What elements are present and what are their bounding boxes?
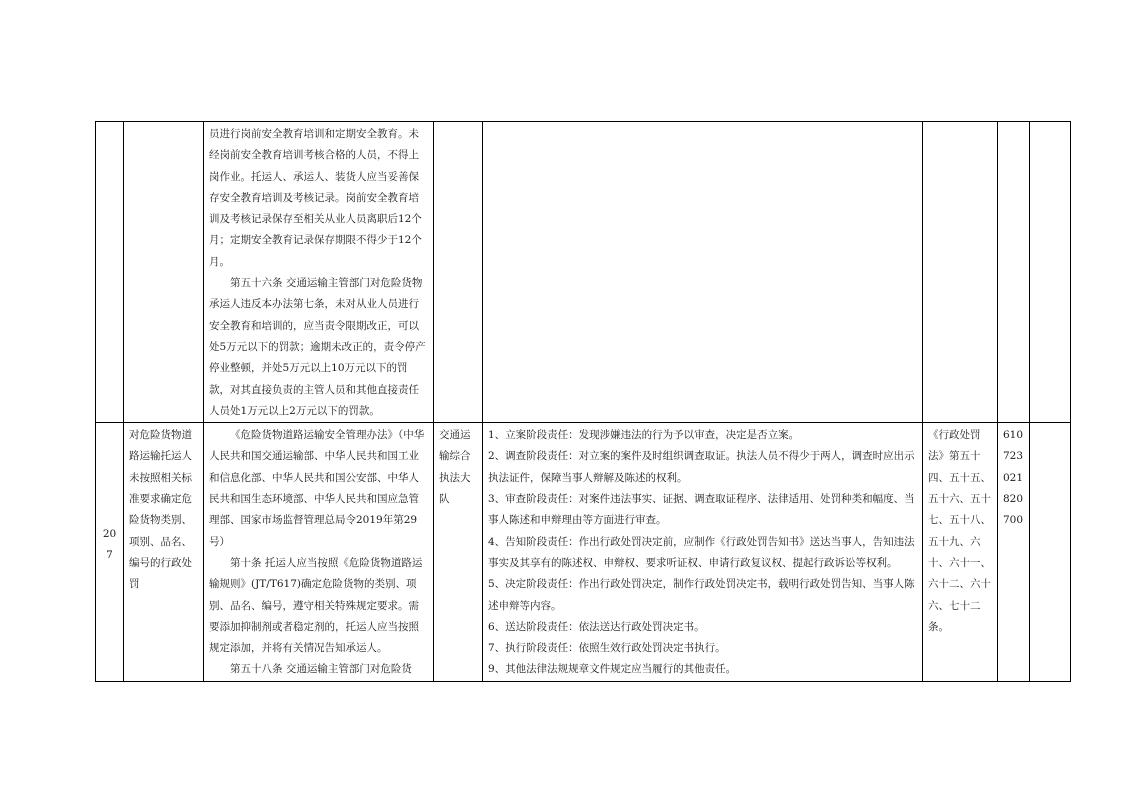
law-paragraph: 员进行岗前安全教育培训和定期安全教育。未经岗前安全教育培训考核合格的人员，不得上岗作业。托运人、承运人、装货人应当妥善保存安全教育培训及考核记录。岗前安全教育培训及考核记录保存至相关从业人员离职后12个月；定期安全教育记录保存期限不得少于12个月。 (209, 128, 422, 268)
department: 交通运输综合执法大队 (439, 429, 471, 506)
law-paragraph: 第五十八条 交通运输主管部门对危险货 (230, 663, 412, 676)
duties-cell (483, 423, 923, 682)
duty-item: 7、执行阶段责任：依照生效行政处罚决定书执行。 (488, 642, 726, 655)
number-cell (96, 423, 124, 682)
law-paragraph: 第五十六条 交通运输主管部门对危险货物承运人违反本办法第七条，未对从业人员进行安全教育和培训的，应当责令限期改正，可以处5万元以下的罚款；逾期未改正的，责令停产停业整顿，并处5万元以上10万元以下的罚款，对其直接负责的主管人员和其他直接责任人员处1万元以上2万元以下的罚款。 (209, 277, 426, 417)
item-name-cell (124, 122, 204, 423)
item-name-cell (124, 423, 204, 682)
document-table (95, 121, 1071, 682)
duty-item: 5、决定阶段责任：作出行政处罚决定，制作行政处罚决定书，载明行政处罚告知、当事人陈述申辩等内容。 (488, 578, 915, 612)
law-paragraph: 《危险货物道路运输安全管理办法》（中华人民共和国交通运输部、中华人民共和国工业和信息化部、中华人民共和国公安部、中华人民共和国生态环境部、中华人民共和国应急管理部、国家市场监督管理总局令2019年第29号） (209, 429, 425, 548)
law-paragraph: 第十条 托运人应当按照《危险货物道路运输规则》(JT/T617)确定危险货物的类别、项别、品名、编号，遵守相关特殊规定要求。需要添加抑制剂或者稳定剂的，托运人应当按照规定添加，并将有关情况告知承运人。 (209, 556, 423, 655)
item-number: 20 (102, 528, 117, 541)
basis-cell (923, 423, 998, 682)
department-cell (434, 122, 483, 423)
code-line: 700 (1003, 514, 1024, 527)
item-number: 7 (106, 549, 113, 562)
remark-cell (1030, 122, 1071, 423)
legal-basis: 《行政处罚法》第五十四、五十五、五十六、五十七、五十八、五十九、六十、六十一、六十二、六十六、七十二条。 (928, 429, 991, 633)
law-text-cell (204, 122, 434, 423)
remark-cell (1030, 423, 1071, 682)
basis-cell (923, 122, 998, 423)
number-cell (96, 122, 124, 423)
table-row (96, 423, 1071, 682)
code-line: 820 (1003, 493, 1024, 506)
code-cell (998, 423, 1030, 682)
code-line: 723 (1003, 450, 1024, 463)
duty-item: 3、审查阶段责任：对案件违法事实、证据、调查取证程序、法律适用、处罚种类和幅度、当事人陈述和申辩理由等方面进行审查。 (488, 493, 915, 527)
item-name: 对危险货物道路运输托运人未按照相关标准要求确定危险货物类别、项别、品名、编号的行政处罚 (129, 429, 192, 591)
code-line: 021 (1003, 471, 1024, 484)
law-text-cell (204, 423, 434, 682)
department-cell (434, 423, 483, 682)
duty-item: 2、调查阶段责任：对立案的案件及时组织调查取证。执法人员不得少于两人，调查时应出示执法证件，保障当事人辩解及陈述的权利。 (488, 450, 915, 484)
duty-item: 4、告知阶段责任：作出行政处罚决定前，应制作《行政处罚告知书》送达当事人，告知违法事实及其享有的陈述权、申辩权、要求听证权、申请行政复议权、提起行政诉讼等权利。 (488, 535, 915, 569)
code-line: 610 (1003, 429, 1024, 442)
duty-item: 1、立案阶段责任：发现涉嫌违法的行为予以审查，决定是否立案。 (488, 429, 800, 442)
code-cell (998, 122, 1030, 423)
duty-item: 6、送达阶段责任：依法送达行政处罚决定书。 (488, 620, 705, 633)
duties-cell (483, 122, 923, 423)
duty-item: 9、其他法律法规规章文件规定应当履行的其他责任。 (488, 663, 737, 676)
table-row (96, 122, 1071, 423)
